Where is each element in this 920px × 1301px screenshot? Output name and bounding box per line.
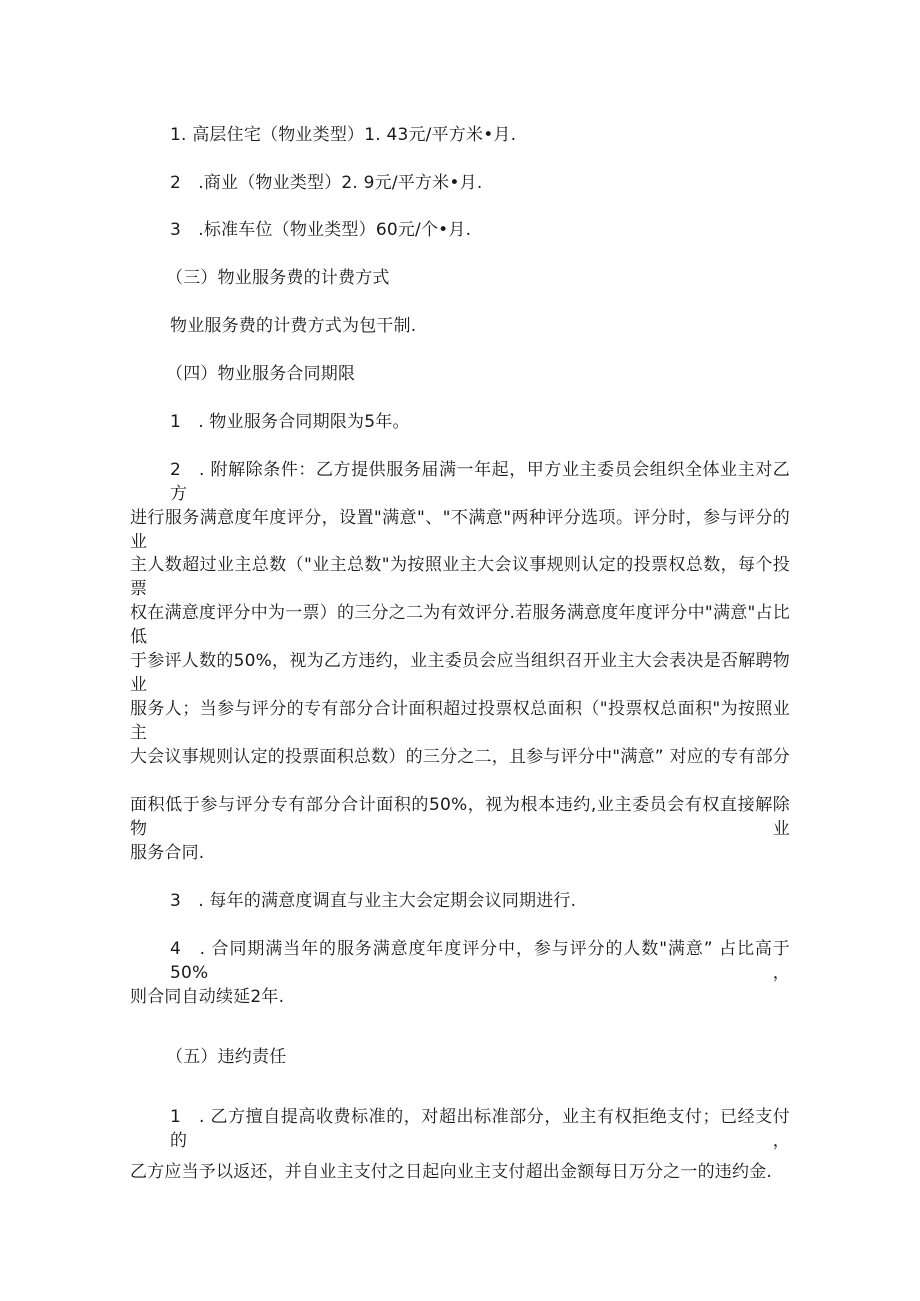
section-4-item-4-line: 则合同自动续延2年. (130, 987, 285, 1007)
section-5-item-1-line: 乙方应当予以返还，并自业主支付之日起向业主支付超出金额每日万分之一的违约金. (130, 1162, 773, 1182)
section-3-body: 物业服务费的计费方式为包干制. (170, 316, 417, 336)
section-4-item-2-line: 服务人；当参与评分的专有部分合计面积超过投票权总面积（"投票权总面积"为按照业主 (130, 699, 790, 743)
fee-item-parking: 3 .标准车位（物业类型）60元/个•月. (170, 220, 472, 240)
section-4-item-1: 1 . 物业服务合同期限为5年。 (170, 412, 410, 432)
section-4-heading: （四）物业服务合同期限 (166, 364, 356, 384)
section-4-item-2-line: 面积低于参与评分专有部分合计面积的50%，视为根本违约,业主委员会有权直接解除物业 (130, 795, 790, 839)
section-3-heading: （三）物业服务费的计费方式 (166, 268, 390, 288)
section-4-item-4-line: 4 . 合同期满当年的服务满意度年度评分中，参与评分的人数"满意” 占比高于50%， (170, 939, 790, 983)
section-4-item-2-line: 服务合同. (130, 843, 205, 863)
section-4-item-2-line: 主人数超过业主总数（"业主总数"为按照业主大会议事规则认定的投票权总数，每个投票 (130, 555, 790, 599)
section-4-item-3: 3 . 每年的满意度调直与业主大会定期会议同期进行. (170, 891, 577, 911)
fee-item-commercial: 2 .商业（物业类型）2. 9元/平方米•月. (170, 173, 483, 193)
section-5-heading: （五）违约责任 (166, 1047, 287, 1067)
fee-item-high-rise: 1. 高层住宅（物业类型）1. 43元/平方米•月. (170, 125, 517, 145)
section-5-item-1-line: 1 . 乙方擅自提高收费标准的，对超出标准部分，业主有权拒绝支付；已经支付的， (170, 1107, 790, 1151)
section-4-item-2-line: 于参评人数的50%，视为乙方违约，业主委员会应当组织召开业主大会表决是否解聘物业 (130, 651, 790, 695)
section-4-item-2-line: 2 . 附解除条件：乙方提供服务届满一年起，甲方业主委员会组织全体业主对乙方 (170, 460, 790, 504)
section-4-item-2-line: 进行服务满意度年度评分，设置"满意"、"不满意"两种评分选项。评分时，参与评分的业 (130, 508, 790, 552)
section-4-item-2-line: 大会议事规则认定的投票面积总数）的三分之二，且参与评分中"满意” 对应的专有部分 (130, 747, 790, 767)
section-4-item-2-line: 权在满意度评分中为一票）的三分之二为有效评分.若服务满意度年度评分中"满意"占比低 (130, 603, 790, 647)
